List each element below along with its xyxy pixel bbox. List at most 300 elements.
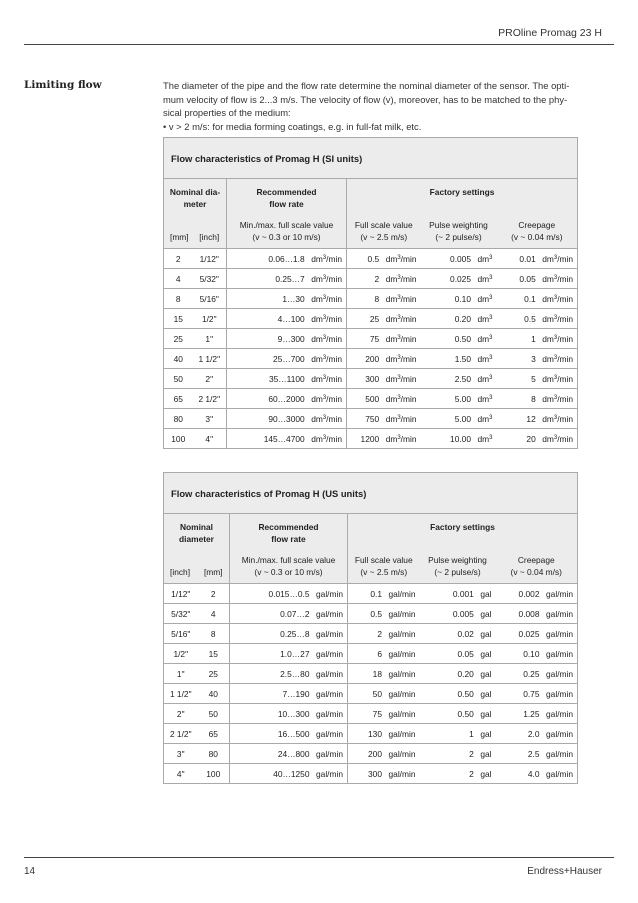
col-header-creepage: Creepage (v ~ 0.04 m/s)	[497, 215, 578, 249]
cell-fullscale	[348, 584, 420, 604]
unit-base: dm	[477, 333, 490, 344]
unit: gal/min	[388, 688, 416, 699]
unit: gal/min	[388, 608, 416, 619]
unit-suffix: /min	[400, 293, 417, 304]
page-number: 14	[24, 866, 36, 877]
unit: gal/min	[316, 768, 343, 779]
cell-inch: 2"	[193, 369, 227, 389]
cell-inch: 3"	[193, 409, 227, 429]
unit-suffix: /min	[400, 273, 417, 284]
cell-value: 0.02	[457, 628, 474, 639]
cell-value: 25…700	[273, 353, 305, 364]
unit-exp: 3	[397, 434, 401, 441]
unit-suffix: /min	[400, 313, 417, 324]
cell-creepage	[496, 744, 578, 764]
cell-value: 5.00	[454, 413, 471, 424]
cell-inch: 2"	[164, 704, 198, 724]
unit: gal/min	[546, 608, 574, 619]
unit-suffix: /min	[557, 393, 574, 404]
unit-exp: 3	[553, 354, 558, 361]
cell-mm: 25	[164, 329, 193, 349]
unit: gal/min	[388, 728, 416, 739]
cell-minmax	[227, 429, 347, 449]
cell-value: 25	[369, 313, 380, 324]
cell-value: 200	[365, 353, 380, 364]
cell-mm: 65	[198, 724, 230, 744]
cell-inch: 5/32"	[193, 269, 227, 289]
cell-value: 20	[526, 433, 536, 444]
unit-suffix: /min	[326, 353, 342, 364]
cell-value: 60…2000	[268, 393, 305, 404]
unit-base: dm	[542, 293, 554, 304]
cell-fullscale	[347, 309, 421, 329]
cell-minmax	[230, 684, 348, 704]
unit: gal/min	[546, 668, 574, 679]
unit-suffix: /min	[326, 253, 342, 264]
unit-base: dm	[542, 373, 554, 384]
unit: gal/min	[316, 668, 343, 679]
cell-value: 0.10	[523, 648, 540, 659]
col-header-fullscale: Full scale value (v ~ 2.5 m/s)	[348, 550, 420, 584]
cell-value: 35…1100	[268, 373, 305, 384]
cell-pulse	[421, 409, 497, 429]
unit-exp: 3	[397, 334, 401, 341]
cell-fullscale	[348, 704, 420, 724]
unit-exp: 3	[553, 434, 558, 441]
cell-value: 0.01	[519, 253, 536, 264]
cell-minmax	[230, 604, 348, 624]
cell-value: 200	[368, 748, 382, 759]
cell-mm: 4	[164, 269, 193, 289]
cell-value: 0.10	[454, 293, 471, 304]
cell-value: 1.50	[454, 353, 471, 364]
cell-pulse	[421, 249, 497, 269]
unit: gal/min	[546, 688, 574, 699]
cell-value: 0.25…8	[280, 628, 310, 639]
cell-inch: 1 1/2"	[193, 349, 227, 369]
unit-base: dm	[542, 433, 554, 444]
cell-minmax	[230, 764, 348, 784]
cell-creepage	[497, 249, 578, 269]
cell-minmax	[230, 704, 348, 724]
unit-base: dm	[311, 293, 323, 304]
cell-value: 12	[526, 413, 536, 424]
unit-base: dm	[542, 313, 554, 324]
table-row	[164, 624, 578, 644]
cell-pulse	[420, 604, 496, 624]
unit: gal/min	[316, 588, 343, 599]
cell-value: 300	[368, 768, 382, 779]
cell-creepage	[496, 584, 578, 604]
cell-inch: 5/16"	[193, 289, 227, 309]
cell-pulse	[420, 644, 496, 664]
unit-base: dm	[311, 273, 323, 284]
unit: gal	[480, 708, 492, 719]
unit-exp: 3	[553, 374, 558, 381]
intro-line: The diameter of the pipe and the flow rate determine the nominal diameter of the sensor. The opti-	[163, 80, 570, 91]
cell-value: 1.0…27	[280, 648, 310, 659]
col-header-creepage: Creepage (v ~ 0.04 m/s)	[496, 550, 578, 584]
cell-value: 1.25	[523, 708, 540, 719]
cell-value: 2.5	[527, 748, 540, 759]
unit-base: dm	[477, 393, 490, 404]
cell-mm: 40	[198, 684, 230, 704]
cell-fullscale	[347, 249, 421, 269]
unit-exp: 3	[397, 294, 401, 301]
table-row	[164, 429, 578, 449]
table-row	[164, 664, 578, 684]
cell-value: 9…300	[277, 333, 305, 344]
unit-suffix: /min	[557, 353, 574, 364]
cell-fullscale	[348, 604, 420, 624]
cell-value: 75	[372, 708, 382, 719]
cell-minmax	[230, 744, 348, 764]
cell-fullscale	[347, 389, 421, 409]
cell-value: 2.5…80	[280, 668, 310, 679]
recommended-flow-header: Recommended flow rate	[227, 179, 347, 216]
cell-value: 2.0	[527, 728, 540, 739]
cell-pulse	[421, 269, 497, 289]
unit: gal/min	[546, 648, 574, 659]
unit-base: dm	[477, 293, 490, 304]
unit-exp: 3	[489, 434, 493, 441]
cell-value: 130	[368, 728, 382, 739]
cell-inch: 1 1/2"	[164, 684, 198, 704]
unit: gal/min	[316, 708, 343, 719]
col-header-inch: [inch]	[193, 215, 227, 249]
cell-pulse	[421, 329, 497, 349]
cell-value: 0.1	[524, 293, 536, 304]
unit-base: dm	[385, 393, 398, 404]
cell-fullscale	[347, 369, 421, 389]
unit-base: dm	[385, 273, 398, 284]
table-caption: Flow characteristics of Promag H (US units)	[164, 473, 578, 514]
unit: gal/min	[388, 708, 416, 719]
table-row	[164, 584, 578, 604]
unit-suffix: /min	[557, 253, 574, 264]
cell-inch: 5/32"	[164, 604, 198, 624]
cell-mm: 2	[164, 249, 193, 269]
table-row	[164, 269, 578, 289]
cell-creepage	[496, 684, 578, 704]
unit: gal	[480, 728, 492, 739]
cell-fullscale	[348, 664, 420, 684]
cell-minmax	[227, 269, 347, 289]
cell-creepage	[497, 289, 578, 309]
unit-exp: 3	[553, 274, 558, 281]
unit-suffix: /min	[326, 373, 342, 384]
unit-base: dm	[542, 273, 554, 284]
cell-creepage	[497, 409, 578, 429]
cell-creepage	[496, 704, 578, 724]
unit: gal/min	[388, 588, 416, 599]
unit-suffix: /min	[557, 413, 574, 424]
cell-value: 0.015…0.5	[268, 588, 310, 599]
unit-exp: 3	[322, 434, 327, 441]
cell-pulse	[420, 684, 496, 704]
cell-value: 1	[531, 333, 536, 344]
unit-base: dm	[542, 253, 554, 264]
cell-pulse	[421, 369, 497, 389]
cell-inch: 1/12"	[164, 584, 198, 604]
unit-exp: 3	[397, 314, 401, 321]
unit-base: dm	[477, 433, 490, 444]
cell-inch: 5/16"	[164, 624, 198, 644]
cell-value: 6	[377, 648, 382, 659]
cell-pulse	[420, 724, 496, 744]
cell-mm: 80	[164, 409, 193, 429]
col-header-mm: [mm]	[198, 550, 230, 584]
col-header-minmax: Min./max. full scale value (v ~ 0.3 or 10 m/s)	[227, 215, 347, 249]
cell-value: 0.05	[457, 648, 474, 659]
unit-exp: 3	[322, 414, 327, 421]
unit-exp: 3	[397, 374, 401, 381]
cell-minmax	[227, 369, 347, 389]
table-caption: Flow characteristics of Promag H (SI units)	[164, 138, 578, 179]
unit-suffix: /min	[400, 373, 417, 384]
unit-base: dm	[311, 413, 323, 424]
cell-pulse	[421, 429, 497, 449]
unit-suffix: /min	[557, 433, 574, 444]
unit-exp: 3	[553, 394, 558, 401]
unit-exp: 3	[397, 414, 401, 421]
cell-pulse	[421, 289, 497, 309]
cell-value: 40…1250	[273, 768, 310, 779]
cell-mm: 65	[164, 389, 193, 409]
unit-exp: 3	[553, 254, 558, 261]
cell-mm: 50	[198, 704, 230, 724]
factory-settings-header: Factory settings	[347, 179, 578, 216]
cell-pulse	[420, 664, 496, 684]
unit-base: dm	[542, 333, 554, 344]
unit: gal/min	[388, 668, 416, 679]
cell-pulse	[421, 389, 497, 409]
table-row	[164, 724, 578, 744]
cell-fullscale	[347, 269, 421, 289]
cell-value: 10.00	[450, 433, 471, 444]
unit-suffix: /min	[557, 273, 574, 284]
unit: gal/min	[546, 588, 574, 599]
col-header-mm: [mm]	[164, 215, 193, 249]
cell-inch: 2 1/2"	[193, 389, 227, 409]
cell-value: 0.20	[454, 313, 471, 324]
table-row	[164, 289, 578, 309]
unit-exp: 3	[397, 254, 401, 261]
unit: gal	[480, 608, 492, 619]
unit: gal/min	[546, 768, 574, 779]
cell-value: 1	[469, 728, 474, 739]
cell-value: 7…190	[282, 688, 310, 699]
cell-mm: 100	[198, 764, 230, 784]
unit: gal/min	[546, 728, 574, 739]
cell-value: 0.06…1.8	[268, 253, 305, 264]
unit: gal/min	[316, 648, 343, 659]
unit: gal/min	[316, 688, 343, 699]
cell-minmax	[227, 289, 347, 309]
cell-minmax	[227, 409, 347, 429]
unit-base: dm	[311, 393, 323, 404]
unit-suffix: /min	[326, 333, 342, 344]
table-row	[164, 604, 578, 624]
unit-base: dm	[477, 353, 490, 364]
col-header-pulse: Pulse weighting (~ 2 pulse/s)	[421, 215, 497, 249]
unit-exp: 3	[489, 414, 493, 421]
unit-exp: 3	[322, 374, 327, 381]
table-row	[164, 369, 578, 389]
unit-exp: 3	[489, 374, 493, 381]
table-row	[164, 349, 578, 369]
unit-exp: 3	[397, 354, 401, 361]
si-flow-table	[163, 137, 578, 449]
table-row	[164, 249, 578, 269]
unit-suffix: /min	[557, 333, 574, 344]
unit-suffix: /min	[326, 433, 342, 444]
unit-exp: 3	[322, 394, 327, 401]
cell-value: 2	[374, 273, 380, 284]
cell-value: 24…800	[277, 748, 310, 759]
cell-minmax	[230, 584, 348, 604]
unit-suffix: /min	[557, 373, 574, 384]
unit-base: dm	[477, 413, 490, 424]
cell-minmax	[230, 664, 348, 684]
cell-fullscale	[347, 429, 421, 449]
unit: gal/min	[546, 748, 574, 759]
cell-pulse	[420, 744, 496, 764]
unit-suffix: /min	[326, 273, 342, 284]
unit-base: dm	[542, 353, 554, 364]
cell-creepage	[496, 624, 578, 644]
cell-creepage	[497, 389, 578, 409]
cell-value: 2	[377, 628, 382, 639]
unit: gal/min	[388, 648, 416, 659]
table-row	[164, 329, 578, 349]
cell-inch: 4"	[164, 764, 198, 784]
unit-base: dm	[385, 313, 398, 324]
cell-fullscale	[348, 684, 420, 704]
cell-creepage	[497, 269, 578, 289]
unit-base: dm	[477, 373, 490, 384]
unit-exp: 3	[489, 254, 493, 261]
unit-exp: 3	[489, 354, 493, 361]
unit-exp: 3	[322, 274, 327, 281]
cell-value: 8	[531, 393, 536, 404]
unit-exp: 3	[489, 394, 493, 401]
cell-value: 90…3000	[268, 413, 305, 424]
cell-inch: 1/12"	[193, 249, 227, 269]
cell-value: 4.0	[527, 768, 540, 779]
unit: gal	[480, 648, 492, 659]
unit: gal	[480, 628, 492, 639]
table-row	[164, 684, 578, 704]
unit-base: dm	[311, 333, 323, 344]
table-row	[164, 764, 578, 784]
unit: gal/min	[546, 628, 574, 639]
unit-suffix: /min	[400, 333, 417, 344]
intro-text	[163, 79, 585, 133]
unit-exp: 3	[322, 294, 327, 301]
unit-exp: 3	[553, 414, 558, 421]
unit-suffix: /min	[400, 353, 417, 364]
cell-value: 8	[374, 293, 380, 304]
unit-base: dm	[385, 413, 398, 424]
cell-mm: 80	[198, 744, 230, 764]
nominal-diameter-header: Nominal dia- meter	[164, 179, 227, 216]
cell-fullscale	[348, 764, 420, 784]
col-header-minmax: Min./max. full scale value (v ~ 0.3 or 10 m/s)	[230, 550, 348, 584]
cell-creepage	[497, 309, 578, 329]
col-header-fullscale: Full scale value (v ~ 2.5 m/s)	[347, 215, 421, 249]
cell-inch: 1"	[193, 329, 227, 349]
unit-base: dm	[385, 433, 398, 444]
footer-rule	[24, 857, 614, 858]
unit-exp: 3	[553, 314, 558, 321]
cell-minmax	[227, 329, 347, 349]
cell-fullscale	[348, 624, 420, 644]
cell-fullscale	[347, 329, 421, 349]
table-row	[164, 744, 578, 764]
cell-value: 145…4700	[263, 433, 305, 444]
cell-value: 0.002	[518, 588, 540, 599]
cell-value: 0.5	[524, 313, 536, 324]
cell-minmax	[227, 389, 347, 409]
unit-base: dm	[385, 293, 398, 304]
cell-fullscale	[348, 644, 420, 664]
cell-pulse	[420, 624, 496, 644]
cell-creepage	[497, 369, 578, 389]
cell-value: 0.025	[450, 273, 471, 284]
cell-fullscale	[348, 724, 420, 744]
recommended-flow-header: Recommended flow rate	[230, 514, 348, 551]
unit-exp: 3	[322, 254, 327, 261]
cell-mm: 50	[164, 369, 193, 389]
cell-creepage	[496, 724, 578, 744]
unit-exp: 3	[553, 334, 558, 341]
section-heading: Limiting flow	[24, 79, 102, 91]
cell-minmax	[227, 349, 347, 369]
unit-base: dm	[385, 333, 398, 344]
cell-value: 0.5	[367, 253, 380, 264]
cell-value: 0.50	[454, 333, 471, 344]
cell-value: 4…100	[277, 313, 305, 324]
header-rule	[24, 44, 614, 45]
cell-minmax	[230, 724, 348, 744]
unit-exp: 3	[397, 274, 401, 281]
table-row	[164, 704, 578, 724]
unit: gal/min	[316, 608, 343, 619]
unit: gal/min	[388, 628, 416, 639]
unit-base: dm	[385, 253, 398, 264]
cell-value: 0.5	[370, 608, 382, 619]
cell-value: 2	[469, 768, 474, 779]
cell-value: 50	[372, 688, 382, 699]
cell-fullscale	[347, 409, 421, 429]
footer-brand: Endress+Hauser	[527, 866, 602, 877]
cell-pulse	[421, 309, 497, 329]
cell-value: 0.008	[518, 608, 540, 619]
intro-line: mum velocity of flow is 2...3 m/s. The velocity of flow (v), moreover, has to be matched to the phy-	[163, 93, 568, 105]
cell-mm: 8	[198, 624, 230, 644]
cell-creepage	[497, 429, 578, 449]
unit-base: dm	[542, 393, 554, 404]
cell-inch: 1/2"	[164, 644, 198, 664]
cell-fullscale	[348, 744, 420, 764]
factory-settings-header: Factory settings	[348, 514, 578, 551]
cell-value: 750	[365, 413, 380, 424]
cell-mm: 40	[164, 349, 193, 369]
cell-value: 5	[531, 373, 536, 384]
cell-value: 18	[372, 668, 382, 679]
nominal-diameter-header: Nominal diameter	[164, 514, 230, 551]
